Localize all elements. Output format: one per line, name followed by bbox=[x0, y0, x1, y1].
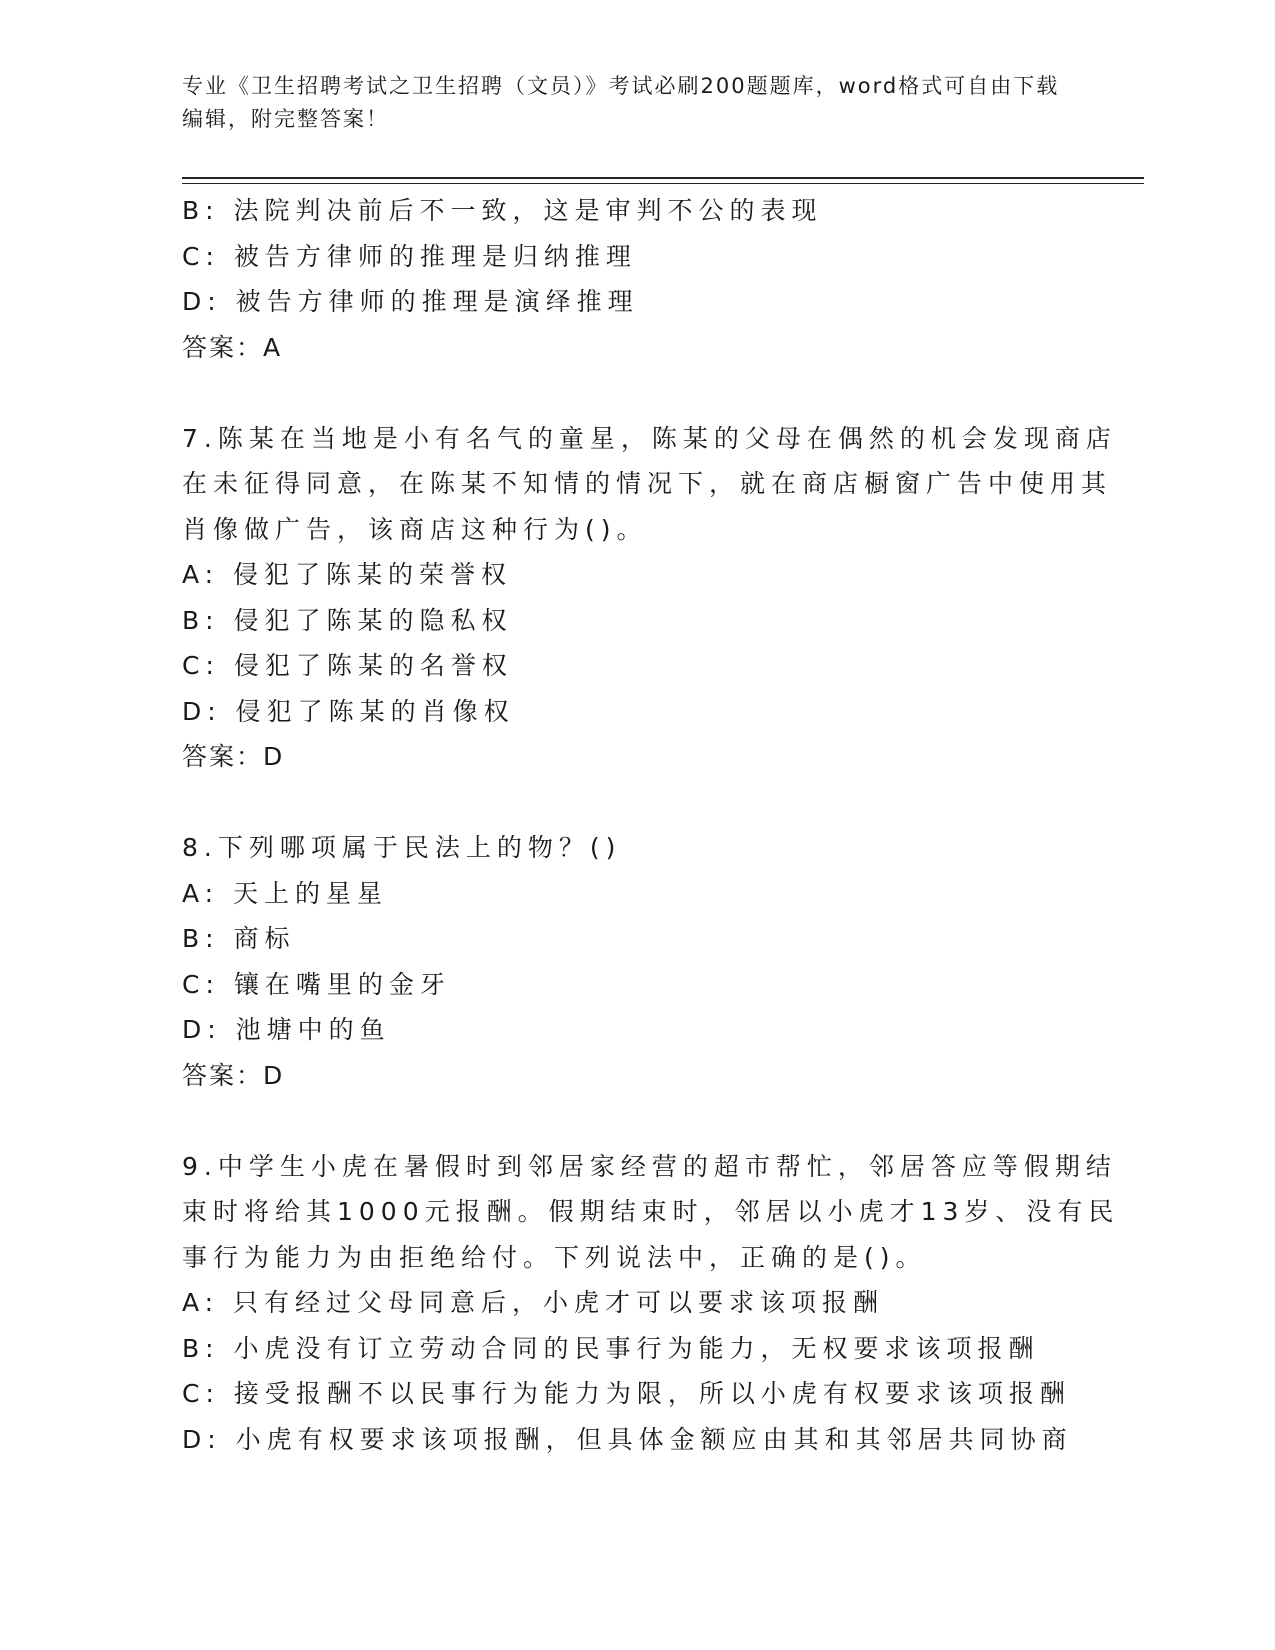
option-b: B: 侵犯了陈某的隐私权 bbox=[182, 605, 513, 635]
answer: 答案：D bbox=[182, 742, 285, 771]
question-stem-line: 事行为能力为由拒绝给付。下列说法中，正确的是()。 bbox=[182, 1242, 927, 1272]
spacer bbox=[182, 1098, 1082, 1144]
option-b: B: 商标 bbox=[182, 924, 296, 953]
option-a: A: 侵犯了陈某的荣誉权 bbox=[182, 560, 513, 589]
answer: 答案：A bbox=[182, 332, 283, 362]
option-d: D: 小虎有权要求该项报酬，但具体金额应由其和其邻居共同协商 bbox=[182, 1424, 1073, 1454]
prev-question bbox=[182, 188, 1082, 370]
option-c: C: 被告方律师的推理是归纳推理 bbox=[182, 241, 637, 271]
option-c: C: 镶在嘴里的金牙 bbox=[182, 969, 451, 999]
option-d: D: 被告方律师的推理是演绎推理 bbox=[182, 287, 639, 316]
option-a: A: 只有经过父母同意后，小虎才可以要求该项报酬 bbox=[182, 1288, 885, 1317]
spacer bbox=[182, 780, 1082, 826]
option-a: A: 天上的星星 bbox=[182, 878, 389, 908]
option-c: C: 接受报酬不以民事行为能力为限，所以小虎有权要求该项报酬 bbox=[182, 1379, 1071, 1408]
question-stem-line: 束时将给其1000元报酬。假期结束时，邻居以小虎才13岁、没有民 bbox=[182, 1197, 1120, 1226]
question-stem-line: 8.下列哪项属于民法上的物？() bbox=[182, 833, 622, 862]
answer: 答案：D bbox=[182, 1060, 285, 1090]
question-8 bbox=[182, 825, 1082, 1098]
option-c: C: 侵犯了陈某的名誉权 bbox=[182, 651, 513, 680]
question-9 bbox=[182, 1144, 1120, 1463]
question-stem-line: 7.陈某在当地是小有名气的童星，陈某的父母在偶然的机会发现商店 bbox=[182, 423, 1117, 453]
option-b: B: 小虎没有订立劳动合同的民事行为能力，无权要求该项报酬 bbox=[182, 1333, 1040, 1363]
option-d: D: 侵犯了陈某的肖像权 bbox=[182, 696, 515, 726]
question-stem-line: 在未征得同意，在陈某不知情的情况下，就在商店橱窗广告中使用其 bbox=[182, 469, 1113, 498]
question-stem-line: 肖像做广告，该商店这种行为()。 bbox=[182, 514, 648, 544]
header-divider bbox=[182, 177, 1144, 179]
question-7 bbox=[182, 416, 1117, 780]
document-header: 专业《卫生招聘考试之卫生招聘（文员）》考试必刷200题题库，word格式可自由下载编辑，附完整答案！ bbox=[182, 74, 1060, 131]
option-d: D: 池塘中的鱼 bbox=[182, 1015, 391, 1044]
header-divider-thin bbox=[182, 183, 1144, 184]
spacer bbox=[182, 370, 1082, 416]
question-list bbox=[182, 188, 1120, 1462]
option-b: B: 法院判决前后不一致，这是审判不公的表现 bbox=[182, 196, 823, 225]
question-stem-line: 9.中学生小虎在暑假时到邻居家经营的超市帮忙，邻居答应等假期结 bbox=[182, 1151, 1117, 1181]
